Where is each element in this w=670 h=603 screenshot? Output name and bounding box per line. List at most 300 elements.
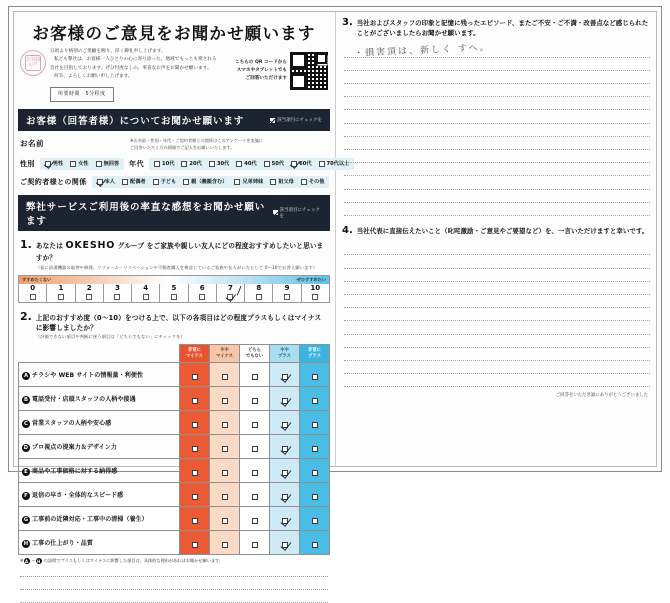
table-row (19, 363, 330, 387)
writing-line[interactable] (344, 335, 650, 348)
cell-a-1[interactable] (210, 363, 240, 387)
age-option-60s[interactable] (291, 160, 311, 167)
checkbox-icon[interactable] (312, 422, 318, 428)
question-1-number: 1. (20, 237, 32, 251)
cell-c-3[interactable] (270, 411, 300, 435)
age-option-10s[interactable] (154, 160, 174, 167)
checkbox-icon[interactable] (30, 294, 36, 300)
checkbox-hint-icon (273, 210, 278, 215)
note-badge-h: H (37, 558, 41, 564)
qr-caption-line-1: スマホやタブレットでも (236, 68, 287, 74)
checkbox-icon[interactable] (192, 470, 198, 476)
checkbox-icon[interactable] (171, 294, 177, 300)
estimated-time-box: 所要時間 5分程度 (50, 87, 114, 102)
writing-line[interactable] (344, 242, 650, 255)
relation-option-grandparent[interactable] (270, 178, 294, 185)
table-row (19, 507, 330, 531)
checkbox-icon[interactable] (199, 294, 205, 300)
age-option-40s[interactable] (236, 160, 256, 167)
row-text: 電話受付・店頭スタッフの人柄や接遇 (32, 396, 136, 404)
relation-option-label: 子ども (160, 179, 177, 186)
cell-b-0[interactable] (180, 387, 210, 411)
cell-a-2[interactable] (240, 363, 270, 387)
nps-cell-10[interactable] (301, 284, 329, 302)
relation-option-label: その他 (308, 179, 325, 186)
gender-label: 性別 (20, 159, 35, 168)
question-4-header (342, 226, 652, 236)
writing-line[interactable] (344, 58, 650, 71)
checkbox-icon[interactable] (252, 422, 258, 428)
section-header-respondent-title: お客様（回答者様）についてお聞かせ願います (26, 116, 245, 128)
row-text: 営業スタッフの人柄や安心感 (32, 420, 112, 428)
checkbox-icon[interactable] (122, 179, 128, 185)
writing-line[interactable] (344, 361, 650, 374)
name-note-line-0: ※お名前・性別・年代・ご契約者様との関係はこのアンケートを実施に (130, 138, 264, 144)
col-header-neutral: どちら でもない (240, 345, 270, 363)
question-1-text (36, 239, 328, 271)
nps-cell-8[interactable] (244, 284, 272, 302)
relation-option-spouse[interactable] (122, 178, 146, 185)
checkbox-icon[interactable] (252, 518, 258, 524)
note-range: 〜 (31, 558, 36, 564)
checkbox-icon[interactable] (114, 294, 120, 300)
checkbox-icon[interactable] (181, 161, 187, 167)
cell-g-2[interactable] (240, 507, 270, 531)
cell-c-2[interactable] (240, 411, 270, 435)
age-label: 年代 (129, 159, 144, 168)
intro-block (18, 48, 330, 102)
cell-e-0[interactable] (180, 459, 210, 483)
checkbox-icon[interactable] (86, 294, 92, 300)
question-4-number: 4. (342, 224, 353, 236)
nps-anchor-right: ぜひすすめたい (296, 276, 326, 282)
checkbox-icon[interactable] (236, 161, 242, 167)
nps-number: 0 (30, 283, 36, 292)
cell-d-2[interactable] (240, 435, 270, 459)
question-2-header (18, 311, 330, 341)
writing-line[interactable] (344, 321, 650, 334)
gender-option-label: 無回答 (103, 161, 120, 168)
checkbox-icon[interactable] (222, 470, 228, 476)
checkbox-icon[interactable] (312, 398, 318, 404)
row-label-f (19, 483, 180, 507)
checkbox-icon[interactable] (192, 446, 198, 452)
age-option-label: 30代 (216, 161, 230, 168)
cell-d-1[interactable] (210, 435, 240, 459)
cell-e-2[interactable] (240, 459, 270, 483)
nps-number: 6 (199, 283, 205, 292)
checkbox-icon[interactable] (227, 294, 233, 300)
writing-line[interactable] (344, 137, 650, 150)
cell-b-1[interactable] (210, 387, 240, 411)
checkbox-icon[interactable] (222, 398, 228, 404)
checkbox-icon[interactable] (252, 494, 258, 500)
row-badge: C (22, 420, 30, 428)
checkbox-icon[interactable] (312, 494, 318, 500)
nps-cell-0[interactable] (19, 284, 46, 302)
gender-option-male[interactable] (45, 160, 63, 167)
nps-cell-5[interactable] (159, 284, 187, 302)
nps-number: 9 (284, 283, 290, 292)
cell-g-3[interactable] (270, 507, 300, 531)
nps-number: 5 (171, 283, 177, 292)
checkbox-icon[interactable] (252, 398, 258, 404)
row-badge: F (22, 492, 30, 500)
col-header-very-plus: 非常に プラス (300, 345, 330, 363)
checkbox-icon[interactable] (252, 374, 258, 380)
writing-line[interactable] (344, 71, 650, 84)
writing-line[interactable] (344, 150, 650, 163)
gender-row (18, 158, 350, 170)
age-option-label: 70代以上 (326, 161, 350, 168)
qr-block (235, 52, 328, 90)
checkbox-icon[interactable] (45, 161, 51, 167)
nps-cell-2[interactable] (75, 284, 103, 302)
checkbox-icon[interactable] (312, 542, 318, 548)
table-row (19, 531, 330, 555)
relation-option-child[interactable] (153, 178, 177, 185)
col-header-plus: やや プラス (270, 345, 300, 363)
nps-cell-9[interactable] (272, 284, 300, 302)
checkbox-icon[interactable] (222, 446, 228, 452)
gender-option-label: 女性 (78, 161, 89, 168)
column-divider (335, 12, 336, 466)
section-header-respondent (18, 109, 330, 131)
checkbox-icon[interactable] (282, 542, 288, 548)
writing-line[interactable] (344, 374, 650, 387)
cell-g-1[interactable] (210, 507, 240, 531)
nps-number: 4 (143, 283, 149, 292)
checkbox-icon[interactable] (264, 161, 270, 167)
question-3-header (342, 18, 652, 39)
checkbox-icon[interactable] (256, 294, 262, 300)
cell-b-2[interactable] (240, 387, 270, 411)
q1-text-pre: あなたは (35, 241, 66, 250)
frame-border-top (8, 6, 662, 7)
writing-line[interactable] (344, 255, 650, 268)
gender-option-label: 男性 (52, 161, 64, 168)
nps-number: 1 (58, 283, 64, 292)
row-text: 返信の早さ・全体的なスピード感 (32, 492, 124, 500)
cell-c-4[interactable] (300, 411, 330, 435)
checkbox-icon[interactable] (282, 470, 288, 476)
nps-anchor-left: すすめたくない (22, 276, 52, 282)
age-option-label: 40代 (244, 161, 257, 168)
name-note (130, 138, 263, 151)
checkbox-icon[interactable] (282, 518, 288, 524)
gender-options (40, 158, 124, 170)
age-option-20s[interactable] (181, 160, 201, 167)
writing-line[interactable] (344, 282, 650, 295)
checkbox-icon[interactable] (234, 179, 240, 185)
cell-f-1[interactable] (210, 483, 240, 507)
checkbox-icon[interactable] (209, 161, 215, 167)
writing-line[interactable] (344, 163, 650, 176)
handwritten-answer: ・損害頂は、新しく すへ。 (353, 42, 491, 59)
relation-option-label: 本人 (104, 179, 115, 186)
intro-line-3: 何卒、よろしくお願い申し上げます。 (54, 74, 133, 80)
checkbox-icon[interactable] (282, 446, 288, 452)
checkbox-icon[interactable] (183, 179, 189, 185)
relation-label: ご契約者様との関係 (20, 177, 87, 186)
writing-line[interactable] (344, 190, 650, 203)
relation-option-label: 配偶者 (130, 179, 146, 186)
question-3-number: 3. (342, 17, 353, 28)
age-options (149, 158, 354, 170)
row-label-c (19, 411, 180, 435)
checkbox-icon[interactable] (153, 179, 159, 185)
checkbox-icon[interactable] (222, 542, 228, 548)
nps-cell-1[interactable] (46, 284, 74, 302)
writing-line[interactable] (344, 84, 650, 97)
cell-h-4[interactable] (300, 531, 330, 555)
question-2-subtext: （評価できない項目や判断に迷う項目は「どちらでもない」にチェックを） (35, 333, 185, 339)
q1-text-post: グループ をご家族や親しい友人にどの程度おすすめしたいと思いますか？ (35, 241, 324, 263)
writing-line[interactable] (344, 295, 650, 308)
checkbox-icon[interactable] (192, 398, 198, 404)
cell-g-4[interactable] (300, 507, 330, 531)
nps-number: 8 (256, 283, 262, 292)
nps-cell-6[interactable] (188, 284, 216, 302)
writing-line[interactable] (344, 110, 650, 123)
question-4-text: 当社代表に直接伝えたいこと（叱咤激励・ご意見やご要望など）を、一言いただけますと幸いです。 (356, 226, 649, 235)
checkbox-icon[interactable] (192, 422, 198, 428)
cell-h-0[interactable] (180, 531, 210, 555)
brand-name: OKESHO (65, 239, 116, 251)
qr-caption (235, 59, 287, 82)
checkbox-icon[interactable] (154, 161, 160, 167)
checkbox-icon[interactable] (58, 294, 64, 300)
checkbox-icon[interactable] (282, 374, 288, 380)
col-header-very-minus: 非常に マイナス (180, 345, 210, 363)
writing-line[interactable] (344, 308, 650, 321)
checkbox-icon[interactable] (282, 398, 288, 404)
cell-d-3[interactable] (270, 435, 300, 459)
question-3-text: 当社およびスタッフの印象と記憶に残ったエピソード、またご不安・ご不満・改善点など感じられたことがございましたらお聞かせ願います。 (356, 19, 649, 38)
checkbox-icon[interactable] (252, 542, 258, 548)
checkbox-icon[interactable] (270, 179, 276, 185)
checkbox-icon[interactable] (252, 470, 258, 476)
name-label: お名前 (20, 139, 44, 149)
checkbox-icon[interactable] (312, 518, 318, 524)
table-row (19, 435, 330, 459)
nps-cell-3[interactable] (103, 284, 131, 302)
intro-line-1: 私ども弊社は、お客様一人ひとりの心に寄り添った、地域でもっとも愛される (54, 57, 217, 63)
note-badge-a: A (24, 558, 29, 564)
section-header-service-hint (273, 207, 322, 219)
writing-line[interactable] (344, 203, 650, 216)
checkbox-hint-icon (270, 118, 275, 123)
qr-caption-line-0: こちらの QR コードから (235, 60, 287, 66)
row-text: チラシや WEB サイトの情報量・利便性 (32, 372, 144, 380)
nps-number: 7 (228, 283, 233, 292)
cell-e-1[interactable] (210, 459, 240, 483)
row-text: 商品や工事価格に対する納得感 (32, 468, 118, 476)
checkbox-icon[interactable] (96, 161, 102, 167)
cell-d-4[interactable] (300, 435, 330, 459)
section-header-respondent-hint (270, 117, 322, 123)
nps-number: 3 (114, 283, 120, 292)
relation-option-parent[interactable] (183, 178, 227, 185)
age-option-label: 20代 (189, 161, 202, 168)
cell-a-3[interactable] (270, 363, 300, 387)
table-row (19, 387, 330, 411)
cell-f-3[interactable] (270, 483, 300, 507)
section-header-service (18, 195, 330, 231)
qr-caption-line-2: ご回答いただけます (245, 75, 287, 81)
relation-option-label: 兄弟姉妹 (242, 179, 264, 186)
nps-cells (19, 284, 329, 302)
row-badge: H (23, 540, 29, 547)
checkbox-icon[interactable] (312, 470, 318, 476)
row-text: プロ視点の提案力＆デザイン力 (32, 444, 117, 452)
name-note-line-1: ご回答いただく方の情報でご記入をお願いいたします。 (130, 144, 235, 150)
checkbox-icon[interactable] (222, 494, 228, 500)
col-header-minus: やや マイナス (210, 345, 240, 363)
frame-inner-right (656, 11, 657, 467)
writing-line[interactable] (344, 348, 650, 361)
checkbox-icon[interactable] (291, 161, 297, 167)
nps-anchor-band (19, 276, 329, 284)
cell-e-3[interactable] (270, 459, 300, 483)
relation-option-self[interactable] (97, 178, 115, 185)
checkbox-icon[interactable] (319, 161, 325, 167)
cell-b-3[interactable] (270, 387, 300, 411)
row-label-a (19, 363, 180, 387)
impact-table-header-row (19, 345, 330, 363)
checkbox-icon[interactable] (192, 494, 198, 500)
nps-number: 2 (86, 283, 92, 292)
checkbox-icon[interactable] (222, 374, 228, 380)
relation-option-label: 祖父母 (278, 179, 294, 186)
writing-line[interactable] (344, 124, 650, 137)
checkbox-icon[interactable] (312, 374, 318, 380)
relation-options (92, 176, 330, 188)
checkbox-icon[interactable] (282, 494, 288, 500)
checkbox-icon[interactable] (192, 542, 198, 548)
cell-c-1[interactable] (210, 411, 240, 435)
impact-table (18, 344, 330, 555)
cell-h-2[interactable] (240, 531, 270, 555)
checkbox-icon[interactable] (284, 294, 290, 300)
question-4-answer-area[interactable] (342, 242, 652, 387)
row-label-h (19, 531, 180, 555)
writing-line[interactable] (344, 176, 650, 189)
checkbox-icon[interactable] (192, 518, 198, 524)
cell-g-0[interactable] (180, 507, 210, 531)
row-badge: G (23, 516, 29, 523)
checkbox-icon[interactable] (192, 374, 198, 380)
row-badge: B (23, 396, 29, 403)
hint-text: 該当項目にチェックを (279, 207, 320, 219)
row-label-g (19, 507, 180, 531)
checkbox-icon[interactable] (222, 518, 228, 524)
age-option-label: 60代 (299, 161, 312, 168)
checkbox-icon[interactable] (312, 294, 318, 300)
cell-f-0[interactable] (180, 483, 210, 507)
checkbox-icon[interactable] (282, 422, 288, 428)
right-column (338, 12, 656, 466)
checkbox-icon[interactable] (143, 294, 149, 300)
gender-option-noanswer[interactable] (96, 160, 120, 167)
note-prefix: ※ (20, 558, 24, 564)
row-label-d (19, 435, 180, 459)
checkbox-icon[interactable] (222, 422, 228, 428)
intro-text (50, 48, 231, 102)
row-text: 工事の仕上がり・品質 (32, 540, 94, 548)
nps-cell-4[interactable] (131, 284, 159, 302)
writing-line[interactable] (344, 97, 650, 110)
checkbox-icon[interactable] (97, 179, 103, 185)
hint-text: 該当項目にチェックを (277, 118, 322, 124)
section-header-service-title: 弊社サービスご利用後の率直な感想をお聞かせ願います (26, 201, 266, 227)
cell-e-4[interactable] (300, 459, 330, 483)
q2-main-text: 上記のおすすめ度（0〜10）をつける上で、以下の各項目はどの程度プラスもしくはマイナスに影響しましたか？ (35, 313, 322, 332)
cell-a-4[interactable] (300, 363, 330, 387)
writing-line[interactable] (20, 577, 328, 590)
age-option-50s[interactable] (264, 160, 284, 167)
writing-line[interactable] (344, 269, 650, 282)
intro-line-2: 会社を目指しております。ぜひ忖度なしの、率直なお声をお聞かせ願います。 (50, 65, 212, 71)
row-badge: E (22, 468, 30, 476)
checkbox-icon[interactable] (252, 446, 258, 452)
question-2-number: 2. (20, 309, 32, 323)
cell-f-2[interactable] (240, 483, 270, 507)
relation-option-sibling[interactable] (234, 178, 263, 185)
stamp-label: お客様 の声 (26, 56, 40, 68)
writing-line[interactable] (20, 590, 328, 603)
cell-h-1[interactable] (210, 531, 240, 555)
age-option-label: 50代 (271, 161, 285, 168)
question-3-answer-area[interactable] (342, 42, 652, 216)
nps-scale (18, 275, 330, 303)
frame-border-left (8, 6, 9, 472)
question-1-subtext: （仮に給湯機器の取替や修理、リフォーム・リノベーションや不動産購入を検討しているご家族や友人がいたとして 0〜10でお答え願います） (35, 264, 318, 270)
cell-b-4[interactable] (300, 387, 330, 411)
cell-f-4[interactable] (300, 483, 330, 507)
writing-line[interactable] (20, 564, 328, 577)
page-title: お客様のご意見をお聞かせ願います (32, 24, 316, 43)
table-row (19, 483, 330, 507)
cell-h-3[interactable] (270, 531, 300, 555)
note-suffix: の設問でプラスもしくはマイナスに影響した項目は、具体的な理由があればお聞かせ願います。 (43, 558, 224, 564)
checkbox-icon[interactable] (312, 446, 318, 452)
row-badge: D (23, 444, 29, 451)
cell-c-0[interactable] (180, 411, 210, 435)
table-row (19, 411, 330, 435)
nps-cell-7[interactable] (216, 284, 244, 302)
age-option-30s[interactable] (209, 160, 229, 167)
age-option-label: 10代 (161, 161, 175, 168)
company-stamp-icon (20, 50, 46, 76)
question-2-text (36, 313, 328, 341)
qr-code-icon[interactable] (290, 52, 328, 90)
row-label-e (19, 459, 180, 483)
checkbox-icon[interactable] (301, 179, 307, 185)
relation-option-other[interactable] (301, 178, 325, 185)
footer-thanks: ご回答をいただき誠にありがとうございました (555, 393, 648, 399)
table-row (19, 459, 330, 483)
gender-option-female[interactable] (70, 160, 88, 167)
name-row (18, 138, 330, 151)
relation-row (18, 176, 330, 188)
cell-a-0[interactable] (180, 363, 210, 387)
nps-number: 10 (310, 283, 321, 292)
checkbox-icon[interactable] (70, 161, 76, 167)
cell-d-0[interactable] (180, 435, 210, 459)
question-1-header (18, 239, 330, 271)
row-text: 工事前の近隣対応・工事中の清掃（養生） (32, 516, 148, 524)
